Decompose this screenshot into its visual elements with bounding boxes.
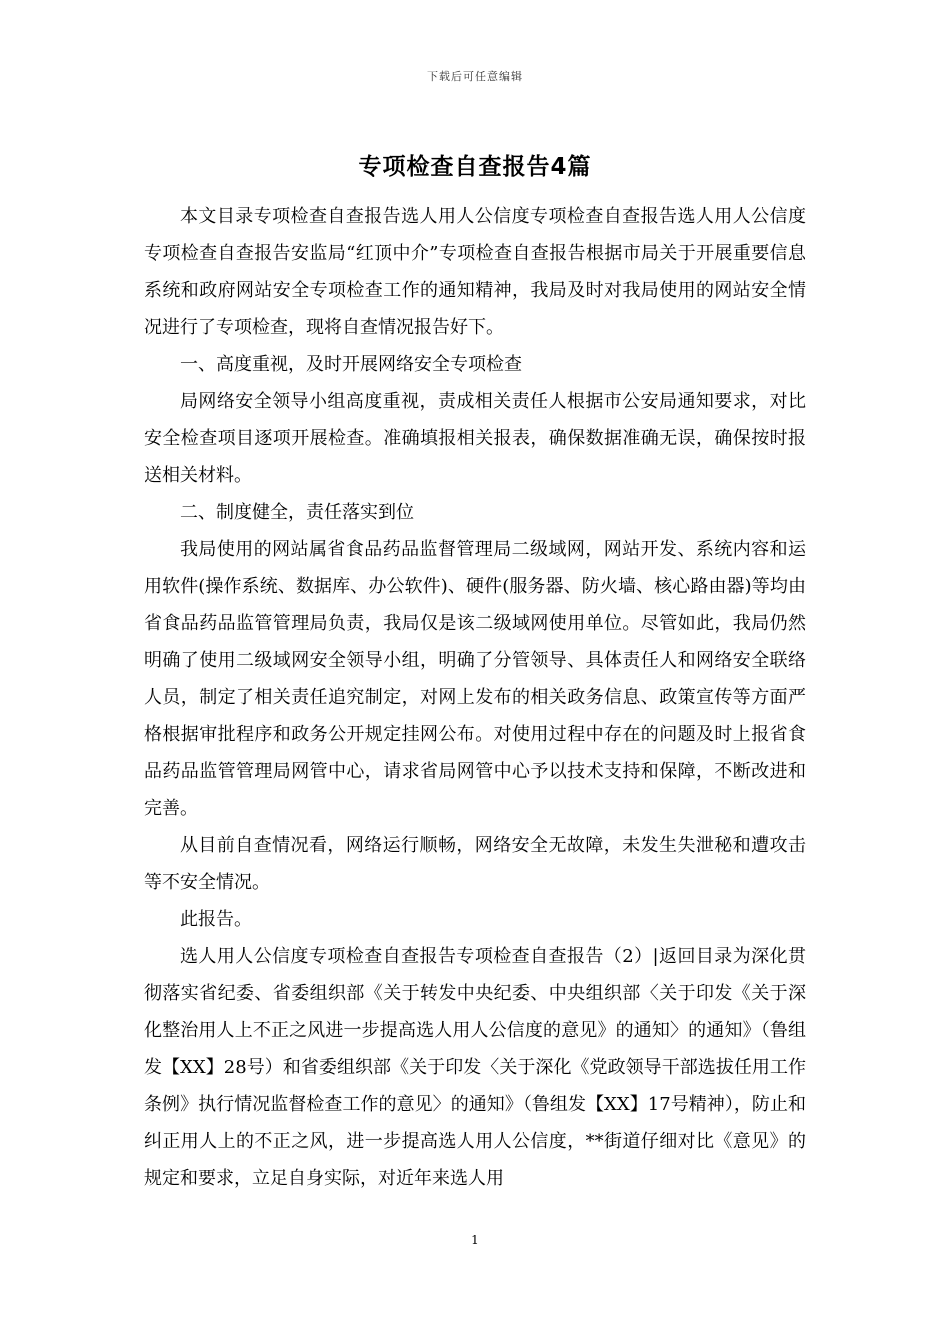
section-heading-1: 一、高度重视，及时开展网络安全专项检查 <box>180 354 522 375</box>
page-header-note: 下载后可任意编辑 <box>427 70 523 83</box>
document-title: 专项检查自查报告4篇 <box>358 154 592 180</box>
paragraph-section-1: 局网络安全领导小组高度重视，责成相关责任人根据市公安局通知要求，对比安全检查项目逐项开展检查。准确填报相关报表，确保数据准确无误，确保按时报送相关材料。 <box>144 391 806 486</box>
paragraph-closing: 此报告。 <box>180 909 252 930</box>
document-body <box>144 198 806 1197</box>
paragraph-section-2: 我局使用的网站属省食品药品监督管理局二级域网，网站开发、系统内容和运用软件(操作系统、数据库、办公软件)、硬件(服务器、防火墙、核心路由器)等均由省食品药品监管管理局负责，我局仅是该二级域网使用单位。尽管如此，我局仍然明确了使用二级域网安全领导小组，明确了分管领导、具体责任人和网络安全联络人员，制定了相关责任追究制定，对网上发布的相关政务信息、政策宣传等方面严格根据审批程序和政务公开规定挂网公布。对使用过程中存在的问题及时上报省食品药品监管管理局网管中心，请求省局网管中心予以技术支持和保障，不断改进和完善。 <box>144 539 806 819</box>
paragraph-intro: 本文目录专项检查自查报告选人用人公信度专项检查自查报告选人用人公信度专项检查自查报告安监局“红顶中介”专项检查自查报告根据市局关于开展重要信息系统和政府网站安全专项检查工作的通知精神，我局及时对我局使用的网站安全情况进行了专项检查，现将自查情况报告好下。 <box>144 206 806 338</box>
paragraph-conclusion: 从目前自查情况看，网络运行顺畅，网络安全无故障，未发生失泄秘和遭攻击等不安全情况。 <box>144 835 806 893</box>
section-heading-2: 二、制度健全，责任落实到位 <box>180 502 414 523</box>
page-number: 1 <box>471 1233 479 1247</box>
paragraph-report-2: 选人用人公信度专项检查自查报告专项检查自查报告（2）|返回目录为深化贯彻落实省纪委、省委组织部《关于转发中央纪委、中央组织部〈关于印发《关于深化整治用人上不正之风进一步提高选人用人公信度的意见》的通知〉的通知》（鲁组发【XX】28号）和省委组织部《关于印发〈关于深化《党政领导干部选拔任用工作条例》执行情况监督检查工作的意见〉的通知》（鲁组发【XX】17号精神），防止和纠正用人上的不正之风，进一步提高选人用人公信度，**街道仔细对比《意见》的规定和要求，立足自身实际，对近年来选人用 <box>144 946 806 1189</box>
